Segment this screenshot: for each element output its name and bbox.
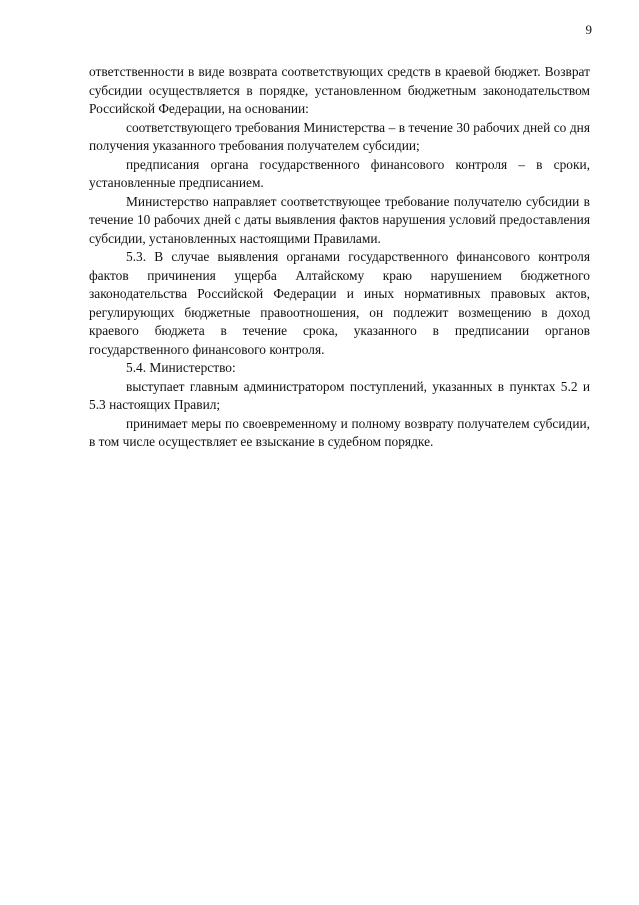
paragraph-ministry-requirement: соответствующего требования Министерства – в течение 30 рабочих дней со дня получения указанного требования получателем субсидии; <box>89 119 590 153</box>
document-body <box>89 63 590 452</box>
paragraph-5-3: 5.3. В случае выявления органами государственного финансового контроля фактов причинения ущерба Алтайскому краю нарушением бюджетного законодательства Российской Федерации и иных нормативных правовых актов, регулирующих бюджетные правоотношения, он подлежит возмещению в доход краевого бюджета в течение срока, указанного в предписании органов государственного финансового контроля. <box>89 249 590 357</box>
paragraph-continuation: ответственности в виде возврата соответствующих средств в краевой бюджет. Возврат субсидии осуществляется в порядке, установленном бюджетным законодательством Российской Федерации, на основании: <box>89 64 590 116</box>
paragraph-control-order: предписания органа государственного финансового контроля – в сроки, установленные предписанием. <box>89 156 590 190</box>
paragraph-5-4-recovery: принимает меры по своевременному и полному возврату получателем субсидии, в том числе осуществляет ее взыскание в судебном порядке. <box>89 415 590 449</box>
page-number: 9 <box>585 22 592 37</box>
paragraph-5-4-admin: выступает главным администратором поступлений, указанных в пунктах 5.2 и 5.3 настоящих Правил; <box>89 378 590 412</box>
paragraph-5-4: 5.4. Министерство: <box>126 360 236 375</box>
paragraph-ministry-notice: Министерство направляет соответствующее требование получателю субсидии в течение 10 рабочих дней с даты выявления фактов нарушения условий предоставления субсидии, установленных настоящими Правилами. <box>89 193 590 246</box>
